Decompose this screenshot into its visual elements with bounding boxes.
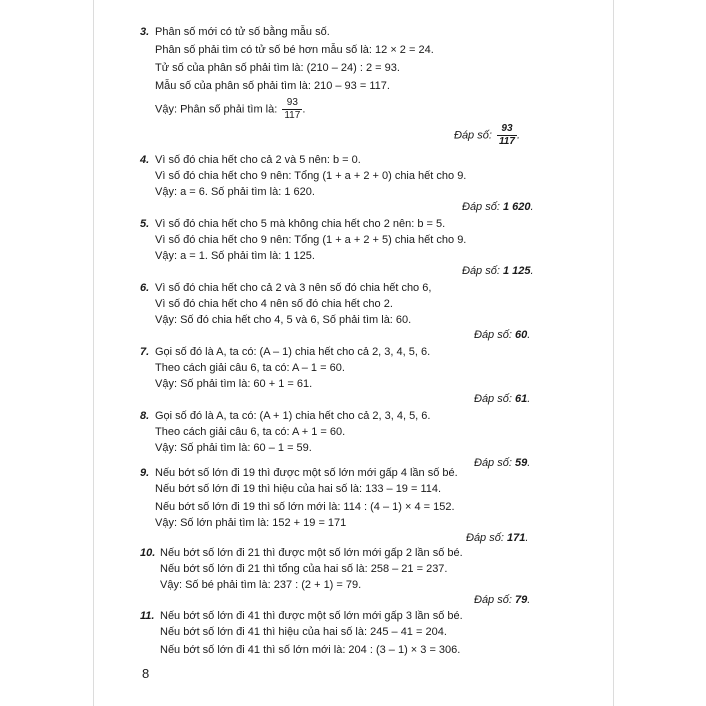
answer-label: Đáp số:	[474, 457, 512, 469]
answer-label: Đáp số:	[474, 393, 512, 405]
conclusion-text: Vậy: Phân số phải tìm là:	[155, 103, 278, 116]
problem-line: Vì số đó chia hết cho cả 2 và 3 nên số đó chia hết cho 6,	[155, 282, 432, 294]
problem-line: Vì số đó chia hết cho 5 mà không chia hết cho 2 nên: b = 5.	[155, 218, 446, 230]
problem-number: 3.	[140, 26, 150, 38]
problem-line: Vậy: Số phải tìm là: 60 – 1 = 59.	[155, 442, 312, 454]
problem-line: Tử số của phân số phải tìm là: (210 – 24) : 2 = 93.	[155, 62, 400, 74]
problem-number: 8.	[140, 410, 150, 422]
page-number: 8	[142, 666, 150, 681]
answer-line: Đáp số: 1 125.	[462, 265, 534, 277]
answer-value: 1 125	[502, 265, 531, 277]
problem-line: Nếu bớt số lớn đi 41 thì số lớn mới là: 204 : (3 – 1) × 3 = 306.	[160, 644, 461, 656]
problem-number: 6.	[140, 282, 150, 294]
problem-line: Vậy: Số lớn phải tìm là: 152 + 19 = 171	[155, 517, 347, 529]
problem-line: Nếu bớt số lớn đi 41 thì hiệu của hai số là: 245 – 41 = 204.	[160, 626, 447, 638]
answer-line: Đáp số: 61.	[474, 393, 531, 405]
answer-value: 60	[514, 329, 528, 341]
problem-number: 11.	[140, 610, 155, 622]
answer-label: Đáp số:	[466, 532, 504, 544]
problem-line: Nếu bớt số lớn đi 21 thì tổng của hai số là: 258 – 21 = 237.	[160, 563, 448, 575]
answer-label: Đáp số:	[474, 329, 512, 341]
answer-fraction-denominator: 117	[498, 136, 515, 147]
problem-line: Gọi số đó là A, ta có: (A + 1) chia hết cho cả 2, 3, 4, 5, 6.	[155, 410, 431, 422]
problem-line: Vì số đó chia hết cho 9 nên: Tổng (1 + a + 2 + 5) chia hết cho 9.	[155, 234, 467, 246]
problem-line: Theo cách giải câu 6, ta có: A + 1 = 60.	[155, 426, 346, 438]
answer-value: 61	[514, 393, 528, 405]
answer-value: 171	[506, 532, 526, 544]
answer-label: Đáp số:	[474, 594, 512, 606]
problem-number: 4.	[140, 154, 150, 166]
problem-line: Nếu bớt số lớn đi 19 thì số lớn mới là: 114 : (4 – 1) × 4 = 152.	[155, 501, 455, 513]
answer-value: 79	[514, 594, 528, 606]
answer-line: Đáp số: 59.	[474, 457, 531, 469]
answer-value: 1 620	[502, 201, 531, 213]
problem-line: Nếu bớt số lớn đi 21 thì được một số lớn mới gấp 2 lần số bé.	[160, 547, 463, 559]
problem-line: Theo cách giải câu 6, ta có: A – 1 = 60.	[155, 362, 345, 374]
answer-label: Đáp số:	[462, 201, 500, 213]
answer-label: Đáp số:	[454, 129, 492, 142]
problem-line: Mẫu số của phân số phải tìm là: 210 – 93 = 117.	[155, 80, 390, 92]
problem-line: Vậy: a = 6. Số phải tìm là: 1 620.	[155, 186, 315, 198]
problem-line: Vì số đó chia hết cho cả 2 và 5 nên: b = 0.	[155, 154, 361, 166]
problem-line: Nếu bớt số lớn đi 19 thì hiệu của hai số là: 133 – 19 = 114.	[155, 483, 442, 495]
answer-label: Đáp số:	[462, 265, 500, 277]
problem-number: 10.	[140, 547, 156, 559]
answer-line: Đáp số: 79.	[474, 594, 531, 606]
answer-line: Đáp số: $\frac{93}{117}$ .	[454, 123, 520, 147]
answer-line: Đáp số: 60.	[474, 329, 531, 341]
problem-number: 5.	[140, 218, 150, 230]
fraction	[282, 97, 302, 122]
problem-line: Vậy: Số phải tìm là: 60 + 1 = 61.	[155, 378, 313, 390]
problem-line: Vì số đó chia hết cho 9 nên: Tổng (1 + a + 2 + 0) chia hết cho 9.	[155, 170, 467, 182]
conclusion-line: Vậy: Phân số phải tìm là: $\frac{93}{117}$ .	[155, 97, 306, 121]
answer-fraction-numerator: 93	[497, 123, 517, 136]
problem-line: Vậy: Số bé phải tìm là: 237 : (2 + 1) = 79.	[160, 579, 362, 591]
problem-line: Vậy: a = 1. Số phải tìm là: 1 125.	[155, 250, 315, 262]
answer-line: Đáp số: 1 620.	[462, 201, 534, 213]
problem-line: Nếu bớt số lớn đi 41 thì được một số lớn mới gấp 3 lần số bé.	[160, 610, 463, 622]
problem-line: Nếu bớt số lớn đi 19 thì được một số lớn mới gấp 4 lần số bé.	[155, 467, 458, 479]
problem-number: 9.	[140, 467, 150, 479]
answer-value: 59	[514, 457, 528, 469]
problem-line: Vậy: Số đó chia hết cho 4, 5 và 6, Số phải tìm là: 60.	[155, 314, 412, 326]
fraction-numerator: 93	[282, 97, 302, 110]
answer-line: Đáp số: 171.	[466, 532, 529, 544]
document-page	[93, 0, 614, 706]
fraction-denominator: 117	[284, 110, 301, 121]
problem-line: Vì số đó chia hết cho 4 nên số đó chia hết cho 2.	[155, 298, 393, 310]
problem-line: Gọi số đó là A, ta có: (A – 1) chia hết cho cả 2, 3, 4, 5, 6.	[155, 346, 431, 358]
problem-line: Phân số phải tìm có tử số bé hơn mẫu số là: 12 × 2 = 24.	[155, 44, 434, 56]
problem-number: 7.	[140, 346, 150, 358]
problem-line: Phân số mới có tử số bằng mẫu số.	[155, 26, 330, 38]
answer-fraction	[497, 123, 517, 148]
